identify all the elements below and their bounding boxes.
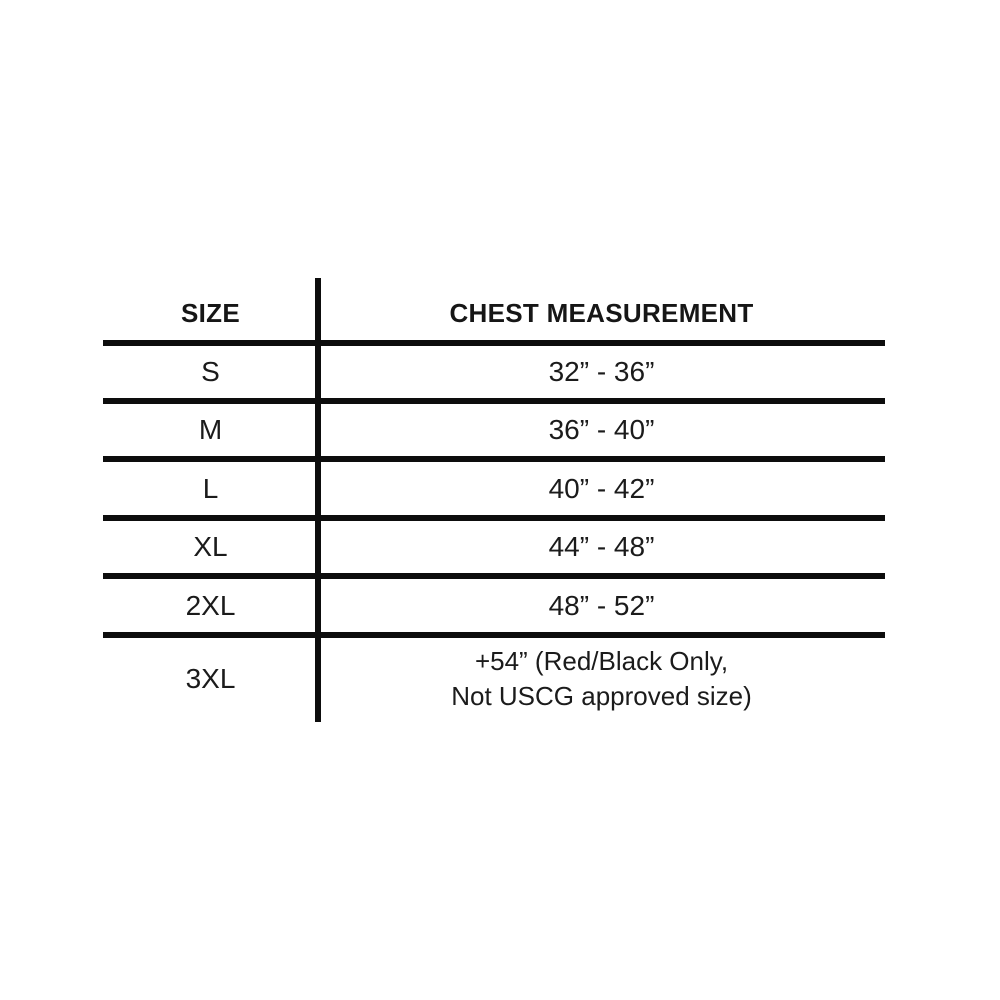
row-divider-line	[103, 398, 885, 404]
chest-cell	[318, 644, 885, 714]
column-header-size: SIZE	[181, 298, 240, 328]
size-cell: 2XL	[185, 589, 236, 621]
chest-cell-line2: Not USCG approved size)	[451, 680, 752, 711]
size-cell: S	[201, 356, 220, 387]
table-row	[103, 635, 885, 722]
size-cell: XL	[193, 531, 228, 562]
size-cell: 3XL	[185, 662, 236, 694]
size-cell: M	[198, 414, 223, 445]
table-row	[103, 343, 885, 401]
row-divider-line	[103, 573, 885, 579]
row-divider-line	[103, 632, 885, 638]
chest-cell: 44” - 48”	[548, 531, 655, 562]
table-header-row	[103, 278, 885, 343]
row-divider-line	[103, 515, 885, 521]
table-row	[103, 576, 885, 635]
chest-cell: 36” - 40”	[548, 414, 655, 445]
chest-cell: 32” - 36”	[548, 356, 655, 387]
table-row	[103, 518, 885, 576]
row-divider-line	[103, 456, 885, 462]
chest-cell: 48” - 52”	[548, 589, 655, 621]
size-chart-table	[103, 278, 885, 722]
chest-cell: 40” - 42”	[548, 472, 655, 504]
size-cell: L	[202, 472, 219, 504]
row-divider-line	[103, 340, 885, 346]
column-header-chest: CHEST MEASUREMENT	[449, 298, 754, 328]
table-row	[103, 401, 885, 459]
chest-cell-line1: +54” (Red/Black Only,	[474, 645, 729, 676]
table-row	[103, 459, 885, 518]
